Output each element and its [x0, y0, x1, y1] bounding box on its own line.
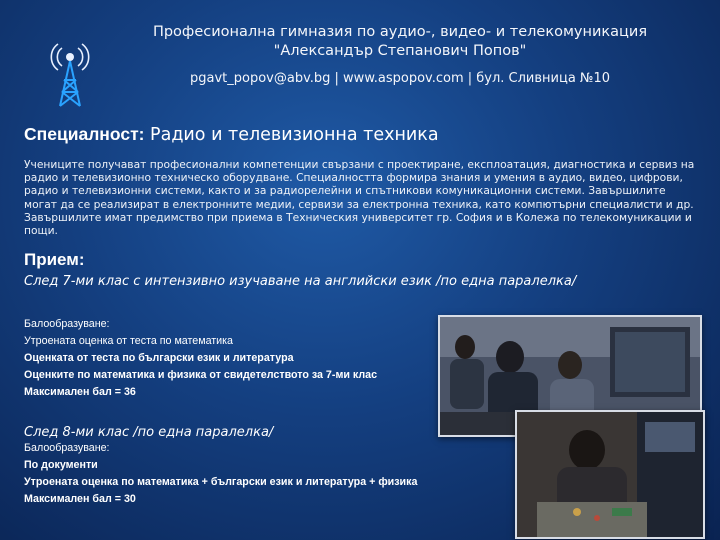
specialty-label: Специалност: — [24, 124, 145, 144]
scoring-label: Балообразуване: — [24, 318, 110, 330]
scoring-line: Оценката от теста по български език и литература — [24, 352, 294, 365]
max-score: Максимален бал = 30 — [24, 493, 136, 506]
after-7th-grade-heading: След 7-ми клас с интензивно изучаване на английски език /по една паралелка/ — [24, 274, 577, 289]
after-8th-grade-heading: След 8-ми клас /по една паралелка/ — [24, 425, 274, 440]
after-7th-grade-scoring — [24, 316, 377, 401]
after-8th-grade-scoring — [24, 440, 417, 508]
radio-tower-icon — [50, 40, 90, 110]
specialty-name: Радио и телевизионна техника — [150, 125, 439, 145]
scoring-line: Утроената оценка по математика + български език и литература + физика — [24, 476, 418, 489]
specialty-heading — [24, 124, 439, 145]
school-name: Професионална гимназия по аудио-, видео- и телекомуникация — [152, 24, 648, 40]
specialty-description: Учениците получават професионални компетенции свързани с проектиране, експлоатация, диагностика и сервиз на радио и телевизионно техническо оборудване. Специалността формира знания и умения в аудио, видео, цифрови, радио и телевизионни системи, както и за радиорелейни и спътникови комуникационни системи. Завършилите могат да се реализират в електронните медии, сервизи за електронна техника, като компютърни специалисти и др. Завършилите имат предимство при приема в Техническия университет гр. София и в Колежа по телекомуникации и пощи. — [24, 158, 695, 238]
scoring-line: Утроената оценка от теста по математика — [24, 335, 234, 348]
school-name-line2: "Александър Степанович Попов" — [273, 43, 527, 59]
scoring-label: Балообразуване: — [24, 442, 110, 454]
contact-line: pgavt_popov@abv.bg | www.aspopov.com | бул. Сливница №10 — [190, 71, 610, 86]
admission-heading: Прием: — [24, 250, 85, 269]
scoring-line: Оценките по математика и физика от свидетелството за 7-ми клас — [24, 369, 378, 382]
max-score: Максимален бал = 36 — [24, 386, 136, 399]
electronics-lab-photo — [515, 410, 705, 539]
scoring-line: По документи — [24, 459, 98, 472]
